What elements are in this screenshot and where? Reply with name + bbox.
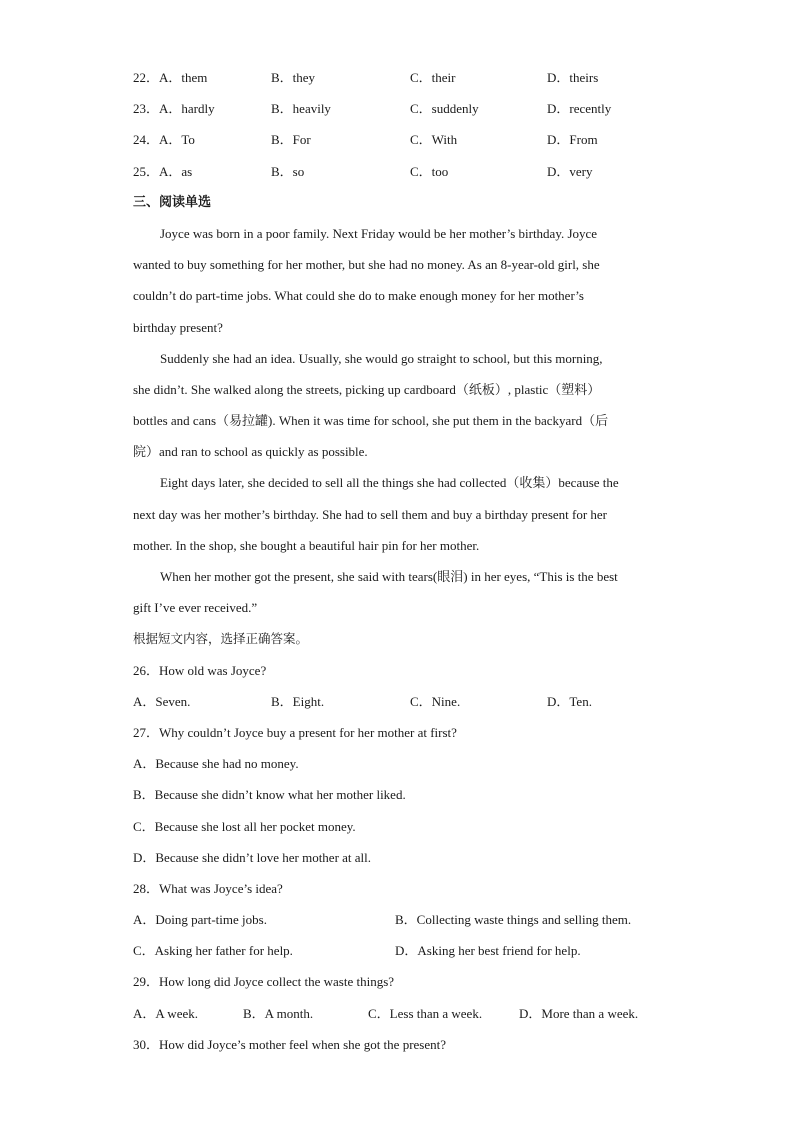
section-title: 三、阅读单选 [133,194,212,210]
mc-row-22 [133,62,663,93]
option-a: 23．A．hardly [133,101,215,117]
question-27-stem: 27．Why couldn’t Joyce buy a present for her mother at first? [133,724,457,740]
option-c: C．too [410,163,449,179]
option-b: B．Collecting waste things and selling them. [395,912,632,928]
question-30-stem: 30．How did Joyce’s mother feel when she got the present? [133,1036,447,1052]
passage-line: next day was her mother’s birthday. She had to sell them and buy a birthday present for her [133,506,608,522]
passage-line: she didn’t. She walked along the streets, picking up cardboard（纸板）, plastic（塑料） [133,381,601,397]
option-a: A．Because she had no money. [133,756,299,772]
question-26-options [133,686,663,717]
passage-line: When her mother got the present, she said with tears(眼泪) in her eyes, “This is the best [160,569,618,584]
question-29-options [133,998,663,1029]
passage-line: mother. In the shop, she bought a beautiful hair pin for her mother. [133,537,480,553]
option-a: A．Seven. [133,693,191,709]
option-d: D．Ten. [547,693,592,709]
passage-line: birthday present? [133,319,223,335]
question-28-stem: 28．What was Joyce’s idea? [133,880,283,896]
mc-row-25 [133,156,663,187]
option-d: D．theirs [547,70,599,85]
option-b: B．they [271,70,316,85]
question-29-stem: 29．How long did Joyce collect the waste things? [133,974,395,990]
passage-line: couldn’t do part-time jobs. What could she do to make enough money for her mother’s [133,288,584,304]
question-28-options-row-1 [133,904,663,935]
option-a: A．Doing part-time jobs. [133,912,267,928]
reading-passage [133,218,663,623]
mc-row-24 [133,124,663,155]
option-d: D．Because she didn’t love her mother at all. [133,849,372,865]
question-28-options-row-2 [133,935,663,966]
option-d: D．From [547,132,598,148]
option-b: B．so [271,163,305,179]
passage-line: Suddenly she had an idea. Usually, she would go straight to school, but this morning, [160,350,603,366]
option-c: C．Nine. [410,693,461,709]
option-c: C．Less than a week. [368,1005,483,1021]
passage-line: Joyce was born in a poor family. Next Friday would be her mother’s birthday. Joyce [160,225,598,241]
passage-line: Eight days later, she decided to sell all the things she had collected（收集）because the [160,475,619,491]
passage-line: bottles and cans（易拉罐). When it was time for school, she put them in the backyard（后 [133,413,609,429]
option-a: 25．A．as [133,163,193,179]
passage-line: wanted to buy something for her mother, but she had no money. As an 8-year-old girl, she [133,257,600,273]
option-a: 22．A．them [133,70,208,85]
option-c: C．their [410,70,456,85]
option-a: A．A week. [133,1005,198,1021]
option-c: C．With [410,132,458,148]
mc-row-23 [133,93,663,124]
option-b: B．A month. [243,1005,314,1021]
option-d: D．Asking her best friend for help. [395,943,581,959]
passage-line: 院）and ran to school as quickly as possible. [133,444,368,460]
option-a: 24．A．To [133,132,195,148]
option-d: D．very [547,163,593,179]
option-d: D．recently [547,101,612,117]
document-page [133,62,663,1060]
option-c: C．Because she lost all her pocket money. [133,818,356,834]
option-d: D．More than a week. [519,1005,639,1021]
option-b: B．Eight. [271,693,325,709]
option-c: C．suddenly [410,101,479,117]
option-b: B．Because she didn’t know what her mother liked. [133,787,406,803]
option-b: B．For [271,132,311,148]
instruction-text: 根据短文内容，选择正确答案。 [133,631,309,647]
question-26-stem: 26．How old was Joyce? [133,662,267,678]
option-c: C．Asking her father for help. [133,943,293,959]
passage-line: gift I’ve ever received.” [133,600,258,616]
option-b: B．heavily [271,101,331,117]
